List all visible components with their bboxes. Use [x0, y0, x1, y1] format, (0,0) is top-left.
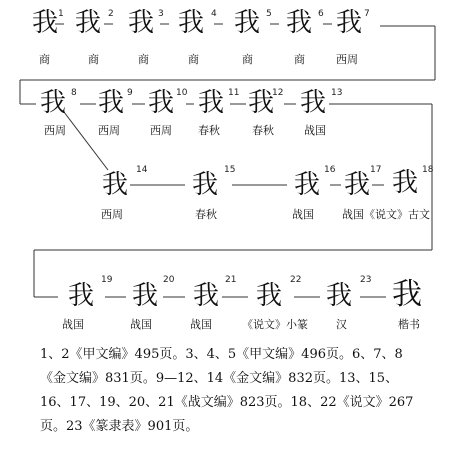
glyph-number-2: 2	[108, 9, 114, 19]
glyph-number-10: 10	[176, 88, 188, 98]
glyph-5: 我	[234, 8, 261, 38]
era-label-7: 西周	[336, 53, 358, 66]
era-label-1: 商	[39, 53, 50, 66]
era-label-23: 汉	[336, 318, 347, 331]
glyph-11: 我	[198, 88, 225, 118]
glyph-13: 我	[300, 88, 327, 118]
glyph-8: 我	[40, 88, 67, 118]
glyph-21: 我	[193, 281, 220, 311]
glyph-number-18: 18	[422, 165, 434, 175]
era-label-19: 战国	[62, 318, 84, 331]
era-label-4: 商	[188, 53, 199, 66]
glyph-1: 我	[32, 8, 59, 38]
glyph-14: 我	[102, 170, 129, 200]
era-label-10: 西周	[150, 124, 172, 137]
glyph-18: 我	[392, 168, 419, 198]
glyph-23: 我	[326, 281, 353, 311]
era-label-5: 商	[242, 53, 253, 66]
glyph-number-14: 14	[136, 165, 148, 175]
era-label-8: 西周	[44, 124, 66, 137]
glyph-kaishu: 我	[392, 277, 422, 312]
glyph-number-19: 19	[101, 275, 113, 285]
glyph-number-15: 15	[224, 165, 236, 175]
era-label-20: 战国	[130, 318, 152, 331]
glyph-number-8: 8	[71, 88, 77, 98]
glyph-number-1: 1	[58, 9, 64, 19]
era-label-15: 春秋	[195, 208, 217, 221]
glyph-16: 我	[294, 170, 321, 200]
glyph-number-21: 21	[225, 275, 237, 285]
glyph-12: 我	[248, 88, 275, 118]
era-label-6: 商	[294, 53, 305, 66]
era-label-17: 战国《说文》古文	[342, 208, 430, 221]
era-label-21: 战国	[190, 318, 212, 331]
glyph-17: 我	[344, 170, 371, 200]
glyph-number-5: 5	[266, 9, 272, 19]
era-label-9: 西周	[98, 124, 120, 137]
glyph-9: 我	[98, 88, 125, 118]
glyph-20: 我	[132, 281, 159, 311]
glyph-number-13: 13	[331, 88, 343, 98]
glyph-4: 我	[178, 8, 205, 38]
glyph-number-3: 3	[158, 9, 164, 19]
glyph-6: 我	[286, 8, 313, 38]
era-label-kaishu: 楷书	[398, 318, 420, 331]
glyph-number-11: 11	[228, 88, 240, 98]
era-label-12: 春秋	[252, 124, 274, 137]
glyph-number-23: 23	[360, 275, 372, 285]
glyph-number-9: 9	[127, 88, 133, 98]
era-label-14: 西周	[101, 208, 123, 221]
era-label-3: 商	[138, 53, 149, 66]
era-label-22: 《说文》小篆	[242, 318, 308, 331]
glyph-10: 我	[148, 88, 175, 118]
era-label-2: 商	[88, 53, 99, 66]
glyph-19: 我	[68, 281, 95, 311]
glyph-number-17: 17	[370, 165, 382, 175]
era-label-13: 战国	[304, 124, 326, 137]
glyph-number-12: 12	[272, 88, 284, 98]
glyph-number-20: 20	[163, 275, 175, 285]
glyph-number-4: 4	[211, 9, 217, 19]
era-label-11: 春秋	[198, 124, 220, 137]
glyph-15: 我	[192, 170, 219, 200]
source-caption: 1、2《甲文编》495页。3、4、5《甲文编》496页。6、7、8《金文编》831页。9—12、14《金文编》832页。13、15、16、17、19、20、21《战文编》823页。18、22《说文》267页。23《篆隶表》901页。	[40, 347, 414, 434]
glyph-2: 我	[75, 8, 102, 38]
glyph-number-7: 7	[364, 9, 370, 19]
era-label-16: 战国	[292, 208, 314, 221]
glyph-3: 我	[128, 8, 155, 38]
glyph-number-6: 6	[318, 9, 324, 19]
glyph-number-22: 22	[290, 275, 302, 285]
glyph-number-16: 16	[324, 165, 336, 175]
glyph-22: 我	[256, 281, 283, 311]
glyph-7: 我	[336, 8, 363, 38]
